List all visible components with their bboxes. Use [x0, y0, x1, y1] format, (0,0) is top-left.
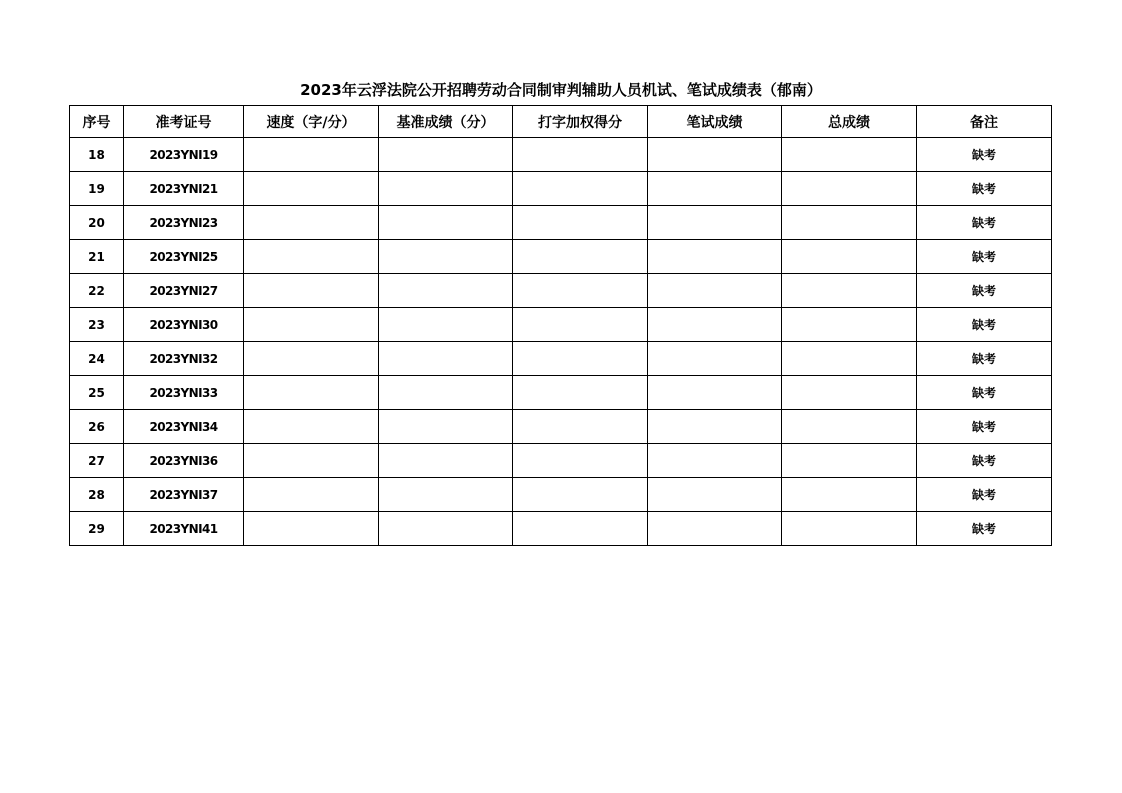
cell-exam-number: 2023YNI41	[124, 512, 244, 546]
cell-total-score	[782, 376, 917, 410]
table-row	[70, 206, 1052, 240]
cell-typing-weighted-score	[513, 308, 648, 342]
cell-written-score	[648, 308, 782, 342]
cell-base-score	[379, 342, 513, 376]
table-header-row	[70, 106, 1052, 138]
cell-serial: 24	[70, 342, 124, 376]
cell-base-score	[379, 138, 513, 172]
cell-typing-speed	[244, 240, 379, 274]
cell-typing-speed	[244, 410, 379, 444]
cell-base-score	[379, 376, 513, 410]
table-row	[70, 138, 1052, 172]
cell-total-score	[782, 444, 917, 478]
cell-base-score	[379, 172, 513, 206]
cell-exam-number: 2023YNI32	[124, 342, 244, 376]
cell-written-score	[648, 138, 782, 172]
cell-typing-weighted-score	[513, 342, 648, 376]
cell-remarks: 缺考	[917, 410, 1052, 444]
table-row	[70, 410, 1052, 444]
cell-base-score	[379, 512, 513, 546]
cell-exam-number: 2023YNI34	[124, 410, 244, 444]
cell-exam-number: 2023YNI33	[124, 376, 244, 410]
header-remarks: 备注	[917, 106, 1052, 138]
cell-remarks: 缺考	[917, 138, 1052, 172]
cell-typing-weighted-score	[513, 240, 648, 274]
cell-serial: 25	[70, 376, 124, 410]
cell-typing-weighted-score	[513, 376, 648, 410]
cell-written-score	[648, 172, 782, 206]
cell-base-score	[379, 274, 513, 308]
table-row	[70, 342, 1052, 376]
table-row	[70, 376, 1052, 410]
cell-exam-number: 2023YNI36	[124, 444, 244, 478]
cell-base-score	[379, 478, 513, 512]
cell-exam-number: 2023YNI21	[124, 172, 244, 206]
cell-total-score	[782, 512, 917, 546]
score-table	[69, 105, 1052, 546]
header-typing-weighted-score: 打字加权得分	[513, 106, 648, 138]
cell-exam-number: 2023YNI23	[124, 206, 244, 240]
cell-exam-number: 2023YNI27	[124, 274, 244, 308]
cell-serial: 21	[70, 240, 124, 274]
cell-serial: 20	[70, 206, 124, 240]
cell-typing-weighted-score	[513, 512, 648, 546]
header-base-score: 基准成绩（分）	[379, 106, 513, 138]
table-body	[70, 138, 1052, 546]
cell-typing-weighted-score	[513, 410, 648, 444]
table-row	[70, 444, 1052, 478]
cell-base-score	[379, 240, 513, 274]
cell-exam-number: 2023YNI37	[124, 478, 244, 512]
cell-typing-weighted-score	[513, 274, 648, 308]
cell-serial: 29	[70, 512, 124, 546]
cell-serial: 26	[70, 410, 124, 444]
cell-serial: 23	[70, 308, 124, 342]
header-typing-speed: 速度（字/分）	[244, 106, 379, 138]
cell-total-score	[782, 342, 917, 376]
cell-base-score	[379, 206, 513, 240]
cell-total-score	[782, 274, 917, 308]
table-row	[70, 172, 1052, 206]
table-row	[70, 512, 1052, 546]
header-exam-number: 准考证号	[124, 106, 244, 138]
cell-remarks: 缺考	[917, 342, 1052, 376]
cell-remarks: 缺考	[917, 206, 1052, 240]
cell-written-score	[648, 444, 782, 478]
cell-written-score	[648, 342, 782, 376]
cell-remarks: 缺考	[917, 172, 1052, 206]
cell-written-score	[648, 410, 782, 444]
cell-serial: 22	[70, 274, 124, 308]
cell-written-score	[648, 376, 782, 410]
cell-written-score	[648, 240, 782, 274]
cell-written-score	[648, 512, 782, 546]
cell-total-score	[782, 240, 917, 274]
cell-total-score	[782, 478, 917, 512]
cell-remarks: 缺考	[917, 376, 1052, 410]
cell-typing-speed	[244, 342, 379, 376]
cell-typing-speed	[244, 478, 379, 512]
cell-typing-speed	[244, 444, 379, 478]
table-row	[70, 274, 1052, 308]
header-serial: 序号	[70, 106, 124, 138]
table-row	[70, 478, 1052, 512]
cell-serial: 28	[70, 478, 124, 512]
table-row	[70, 308, 1052, 342]
cell-typing-speed	[244, 376, 379, 410]
cell-base-score	[379, 410, 513, 444]
cell-typing-speed	[244, 512, 379, 546]
cell-written-score	[648, 478, 782, 512]
cell-serial: 27	[70, 444, 124, 478]
cell-serial: 19	[70, 172, 124, 206]
cell-typing-speed	[244, 206, 379, 240]
table-row	[70, 240, 1052, 274]
cell-exam-number: 2023YNI30	[124, 308, 244, 342]
header-written-score: 笔试成绩	[648, 106, 782, 138]
cell-total-score	[782, 410, 917, 444]
cell-typing-speed	[244, 308, 379, 342]
cell-written-score	[648, 206, 782, 240]
cell-serial: 18	[70, 138, 124, 172]
cell-remarks: 缺考	[917, 444, 1052, 478]
cell-typing-speed	[244, 138, 379, 172]
cell-typing-weighted-score	[513, 206, 648, 240]
cell-total-score	[782, 138, 917, 172]
cell-remarks: 缺考	[917, 308, 1052, 342]
cell-total-score	[782, 308, 917, 342]
cell-typing-weighted-score	[513, 444, 648, 478]
cell-base-score	[379, 444, 513, 478]
cell-total-score	[782, 206, 917, 240]
cell-typing-weighted-score	[513, 138, 648, 172]
header-total-score: 总成绩	[782, 106, 917, 138]
cell-typing-speed	[244, 172, 379, 206]
cell-typing-weighted-score	[513, 478, 648, 512]
cell-typing-speed	[244, 274, 379, 308]
cell-exam-number: 2023YNI25	[124, 240, 244, 274]
cell-exam-number: 2023YNI19	[124, 138, 244, 172]
cell-total-score	[782, 172, 917, 206]
cell-typing-weighted-score	[513, 172, 648, 206]
cell-remarks: 缺考	[917, 478, 1052, 512]
cell-remarks: 缺考	[917, 274, 1052, 308]
page-title: 2023年云浮法院公开招聘劳动合同制审判辅助人员机试、笔试成绩表（郁南）	[300, 81, 822, 99]
cell-base-score	[379, 308, 513, 342]
cell-written-score	[648, 274, 782, 308]
cell-remarks: 缺考	[917, 240, 1052, 274]
cell-remarks: 缺考	[917, 512, 1052, 546]
